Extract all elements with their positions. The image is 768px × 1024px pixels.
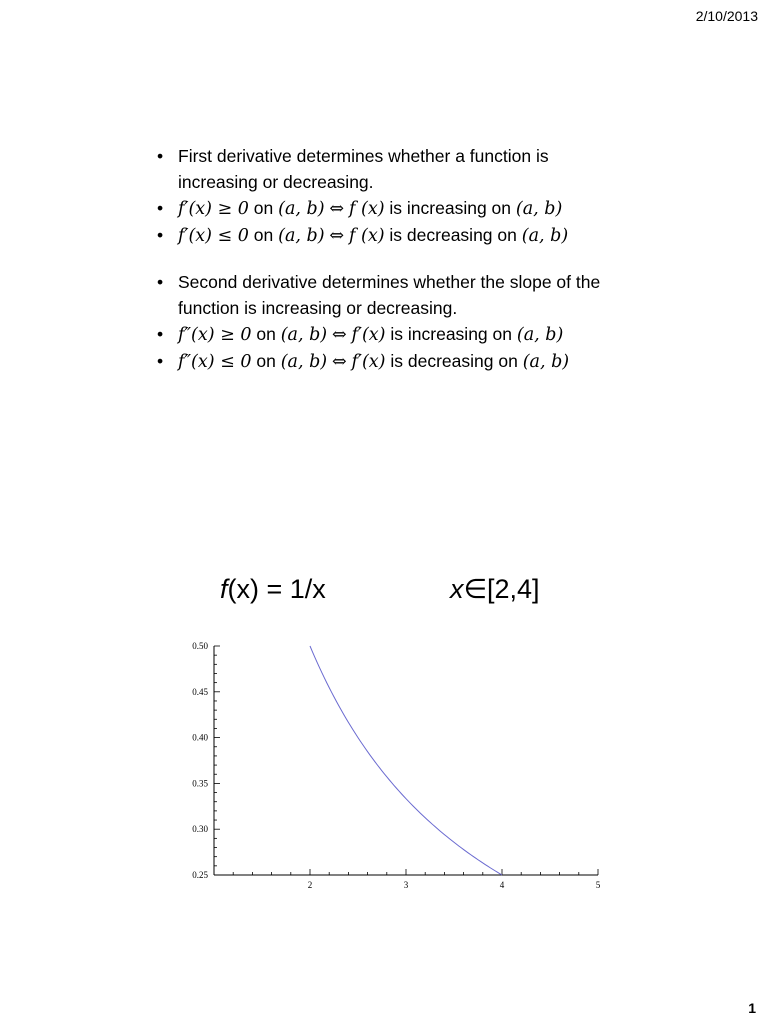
page-number: 1 bbox=[748, 1000, 756, 1016]
rule-description: is increasing on bbox=[390, 324, 512, 344]
bullet-first-derivative-decreasing bbox=[155, 222, 625, 249]
math-func: f′(x) bbox=[351, 325, 386, 345]
math-interval: (a, b) bbox=[522, 352, 570, 372]
math-func: f (x) bbox=[348, 226, 385, 246]
math-interval: (a, b) bbox=[278, 199, 325, 219]
word-on: on bbox=[253, 225, 274, 245]
function-name: f bbox=[220, 574, 228, 604]
math-interval: (a, b) bbox=[516, 325, 564, 345]
y-tick-label: 0.50 bbox=[192, 641, 208, 651]
math-lhs: f′(x) ≤ 0 bbox=[178, 226, 249, 246]
bullet-first-derivative-intro: • First derivative determines whether a function is increasing or decreasing. bbox=[155, 143, 625, 195]
math-func: f′(x) bbox=[351, 352, 386, 372]
bullet-second-derivative-increasing bbox=[155, 321, 625, 348]
domain-variable: x bbox=[450, 574, 464, 604]
math-interval: (a, b) bbox=[280, 352, 328, 372]
y-tick-label: 0.25 bbox=[192, 870, 208, 880]
y-tick-label: 0.35 bbox=[192, 778, 208, 789]
word-on: on bbox=[253, 198, 274, 218]
y-tick-label: 0.30 bbox=[192, 824, 208, 835]
math-interval: (a, b) bbox=[521, 226, 569, 246]
series-line-1-over-x bbox=[310, 646, 502, 875]
function-definition bbox=[220, 574, 326, 605]
math-lhs: f′(x) ≥ 0 bbox=[178, 199, 249, 219]
math-interval: (a, b) bbox=[280, 325, 328, 345]
x-tick-label: 5 bbox=[595, 880, 601, 890]
math-lhs: f″(x) ≤ 0 bbox=[178, 352, 252, 372]
x-tick-label: 2 bbox=[307, 880, 313, 890]
x-tick-label: 4 bbox=[499, 880, 505, 890]
bullet-first-derivative-increasing bbox=[155, 195, 625, 222]
iff-symbol: ⇔ bbox=[331, 325, 347, 345]
y-tick-label: 0.45 bbox=[192, 686, 208, 697]
slide-derivative-rules bbox=[155, 143, 625, 375]
iff-symbol: ⇔ bbox=[331, 352, 347, 372]
bullet-list-first-derivative bbox=[155, 143, 625, 249]
bullet-list-second-derivative bbox=[155, 269, 625, 375]
rule-description: is decreasing on bbox=[390, 351, 518, 371]
iff-symbol: ⇔ bbox=[329, 199, 345, 219]
bullet-second-derivative-intro: • Second derivative determines whether the slope of the function is increasing or decreasing. bbox=[155, 269, 625, 321]
domain-interval: ∈[2,4] bbox=[463, 574, 540, 604]
rule-description: is increasing on bbox=[389, 198, 512, 218]
function-plot bbox=[170, 632, 610, 894]
y-tick-label: 0.40 bbox=[192, 732, 208, 743]
math-interval: (a, b) bbox=[515, 199, 563, 219]
slide-graph-title bbox=[0, 572, 768, 612]
math-lhs: f″(x) ≥ 0 bbox=[178, 325, 252, 345]
function-expression: (x) = 1/x bbox=[227, 574, 326, 604]
domain-definition bbox=[450, 574, 540, 605]
x-tick-label: 3 bbox=[403, 880, 409, 890]
rule-description: is decreasing on bbox=[389, 225, 517, 245]
word-on: on bbox=[256, 324, 276, 344]
date-stamp: 2/10/2013 bbox=[695, 8, 758, 24]
word-on: on bbox=[256, 351, 276, 371]
math-interval: (a, b) bbox=[278, 226, 325, 246]
iff-symbol: ⇔ bbox=[329, 226, 345, 246]
math-func: f (x) bbox=[348, 199, 385, 219]
bullet-second-derivative-decreasing bbox=[155, 348, 625, 375]
